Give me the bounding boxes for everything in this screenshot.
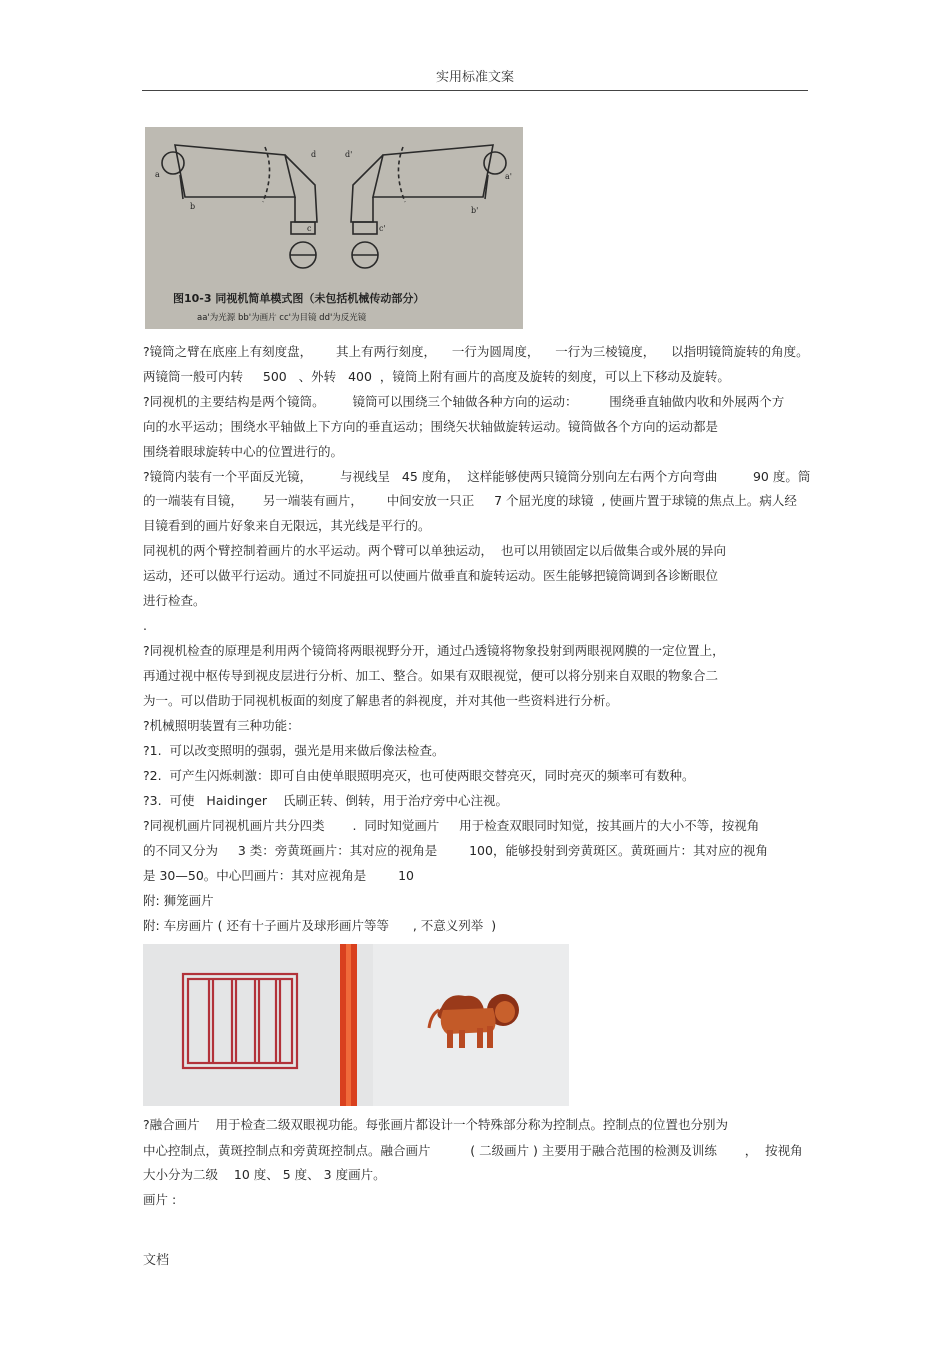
text-line: ?同视机的主要结构是两个镜筒。 镜筒可以围绕三个轴做各种方向的运动： 围绕垂直轴做内收和外展两个方 bbox=[143, 394, 785, 409]
text-line: ?1. 可以改变照明的强弱，强光是用来做后像法检查。 bbox=[143, 743, 445, 758]
text-line: 的不同又分为 3 类：旁黄斑画片：其对应的视角是 100，能够投射到旁黄斑区。黄斑画片：其对应的视角 bbox=[143, 843, 768, 858]
text-line: 再通过视中枢传导到视皮层进行分析、加工、整合。如果有双眼视觉，便可以将分别来自双眼的物象合二 bbox=[143, 668, 719, 683]
text-line: 附: 车房画片 ( 还有十子画片及球形画片等等 , 不意义列举 ) bbox=[143, 918, 497, 933]
synoptophore-diagram-svg bbox=[145, 127, 523, 329]
label-c-prime: c' bbox=[379, 224, 386, 233]
text-line: ?机械照明装置有三种功能： bbox=[143, 718, 300, 733]
label-d-prime: d' bbox=[345, 150, 353, 159]
header-rule bbox=[142, 90, 808, 91]
label-b-prime: b' bbox=[471, 206, 479, 215]
text-line: ?镜筒内装有一个平面反光镜， 与视线呈 45 度角， 这样能够使两只镜筒分别向左右两个方向弯曲 90 度。筒 bbox=[143, 469, 811, 484]
text-line: ?2. 可产生闪烁刺激：即可自由使单眼照明亮灭，也可使两眼交替亮灭，同时亮灭的频率可有数种。 bbox=[143, 768, 695, 783]
text-line: 附: 狮笼画片 bbox=[143, 893, 214, 908]
label-d: d bbox=[311, 150, 317, 159]
text-line: 的一端装有目镜， 另一端装有画片， 中间安放一只正 7 个屈光度的球镜 , 使画片置于球镜的焦点上。病人经 bbox=[143, 493, 797, 508]
text-line: 目镜看到的画片好象来自无限远，其光线是平行的。 bbox=[143, 518, 431, 533]
text-line: 进行检查。 bbox=[143, 593, 206, 608]
text-line: . bbox=[143, 618, 147, 633]
synoptophore-diagram bbox=[145, 127, 523, 329]
figure-legend: aa'为光源 bb'为画片 cc'为目镜 dd'为反光镜 bbox=[197, 313, 367, 323]
label-a-prime: a' bbox=[505, 172, 512, 181]
page-footer: 文档 bbox=[143, 1253, 170, 1268]
page-header: 实用标准文案 bbox=[435, 70, 514, 85]
label-a: a bbox=[155, 170, 160, 179]
lion-cage-slide-svg bbox=[143, 944, 569, 1106]
text-line: 同视机的两个臂控制着画片的水平运动。两个臂可以单独运动， 也可以用锁固定以后做集合或外展的异向 bbox=[143, 543, 726, 558]
text-line: 中心控制点，黄斑控制点和旁黄斑控制点。融合画片 ( 二级画片 ) 主要用于融合范围的检测及训练 ， 按视角 bbox=[143, 1143, 803, 1158]
lion-cage-slide bbox=[143, 944, 569, 1106]
text-line: ?同视机画片同视机画片共分四类 . 同时知觉画片 用于检查双眼同时知觉，按其画片的大小不等，按视角 bbox=[143, 818, 760, 833]
text-line: ?同视机检查的原理是利用两个镜筒将两眼视野分开，通过凸透镜将物象投射到两眼视网膜的一定位置上， bbox=[143, 643, 725, 658]
text-line: 大小分为二级 10 度、 5 度、 3 度画片。 bbox=[143, 1167, 386, 1182]
text-line: 运动，还可以做平行运动。通过不同旋扭可以使画片做垂直和旋转运动。医生能够把镜筒调到各诊断眼位 bbox=[143, 568, 719, 583]
text-line: 是 30—50。中心凹画片：其对应视角是 10 bbox=[143, 868, 414, 883]
text-line: 两镜筒一般可内转 500 、外转 400 ，镜筒上附有画片的高度及旋转的刻度，可以上下移动及旋转。 bbox=[143, 369, 730, 384]
text-line: ?融合画片 用于检查二级双眼视功能。每张画片都设计一个特殊部分称为控制点。控制点的位置也分别为 bbox=[143, 1117, 729, 1132]
label-b: b bbox=[190, 202, 196, 211]
text-line: ?3. 可使 Haidinger 氏刷正转、倒转，用于治疗旁中心注视。 bbox=[143, 793, 508, 808]
figure-caption: 图10-3 同视机简单模式图（未包括机械传动部分） bbox=[173, 292, 425, 305]
text-line: 画片 : bbox=[143, 1192, 177, 1207]
label-c: c bbox=[307, 224, 312, 233]
text-line: ?镜筒之臂在底座上有刻度盘， 其上有两行刻度， 一行为圆周度， 一行为三棱镜度， 以指明镜筒旋转的角度。 bbox=[143, 344, 809, 359]
text-line: 向的水平运动；围绕水平轴做上下方向的垂直运动；围绕矢状轴做旋转运动。镜筒做各个方向的运动都是 bbox=[143, 419, 719, 434]
text-line: 为一。可以借助于同视机板面的刻度了解患者的斜视度，并对其他一些资料进行分析。 bbox=[143, 693, 619, 708]
text-line: 围绕着眼球旋转中心的位置进行的。 bbox=[143, 444, 344, 459]
